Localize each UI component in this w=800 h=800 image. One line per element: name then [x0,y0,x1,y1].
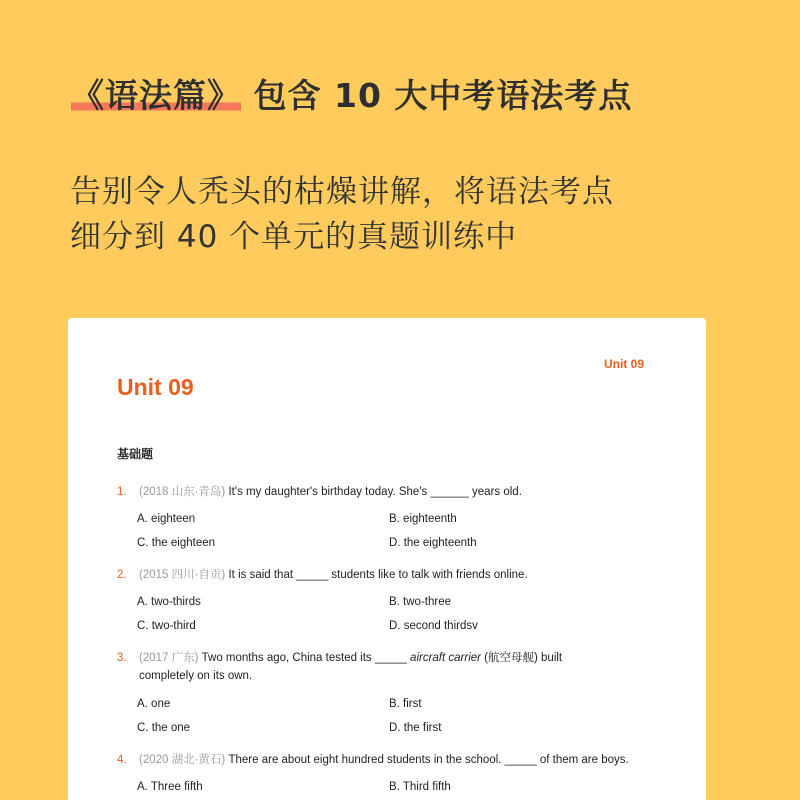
option-a[interactable]: A. two-thirds [137,596,201,608]
option-d[interactable]: D. the first [389,722,442,734]
worksheet-card [68,318,706,800]
question-number: 1. [117,486,127,498]
question-number: 2. [117,569,127,581]
option-a[interactable]: A. eighteen [137,513,196,525]
question-source: (2015 四川·自贡) [139,569,226,581]
question-stem-italic: aircraft carrier [410,652,481,664]
question-stem: It is said that _____ students like to talk with friends online. [228,569,528,581]
option-c[interactable]: C. the one [137,722,191,734]
question-source: (2017 广东) [139,652,199,664]
question-4 [117,751,629,769]
page-headline [71,70,632,117]
question-source: (2018 山东·青岛) [139,486,226,498]
section-title: 基础题 [117,447,154,461]
option-d[interactable]: D. second thirdsv [389,620,478,632]
option-a[interactable]: A. one [137,698,171,710]
option-c[interactable]: C. two-third [137,620,196,632]
headline-rest: 包含 10 大中考语法考点 [253,76,633,115]
option-c[interactable]: C. the eighteen [137,537,216,549]
page-subtitle [70,170,614,260]
question-2 [117,566,528,584]
question-3 [117,649,562,685]
question-number: 3. [117,652,127,664]
headline-highlight: 《语法篇》 [71,76,241,115]
unit-title: Unit 09 [117,374,194,400]
question-1 [117,483,522,501]
unit-tag: Unit 09 [603,357,644,371]
subtitle-line-2: 细分到 40 个单元的真题训练中 [70,219,518,255]
question-stem: It's my daughter's birthday today. She's ______ years old. [228,486,522,498]
question-stem-part-a: Two months ago, China tested its _____ [201,652,411,664]
question-number: 4. [117,754,127,766]
question-stem-line-2: completely on its own. [139,670,253,682]
option-b[interactable]: B. Third fifth [389,781,451,793]
question-source: (2020 湖北·黄石) [139,754,226,766]
option-d[interactable]: D. the eighteenth [389,537,477,549]
option-a[interactable]: A. Three fifth [137,781,203,793]
question-stem: There are about eight hundred students in the school. _____ of them are boys. [228,754,629,766]
option-b[interactable]: B. two-three [389,596,451,608]
option-b[interactable]: B. first [389,698,422,710]
option-b[interactable]: B. eighteenth [389,513,457,525]
question-stem-part-b: (航空母舰) built [480,652,563,664]
subtitle-line-1: 告别令人秃头的枯燥讲解，将语法考点 [70,174,614,210]
